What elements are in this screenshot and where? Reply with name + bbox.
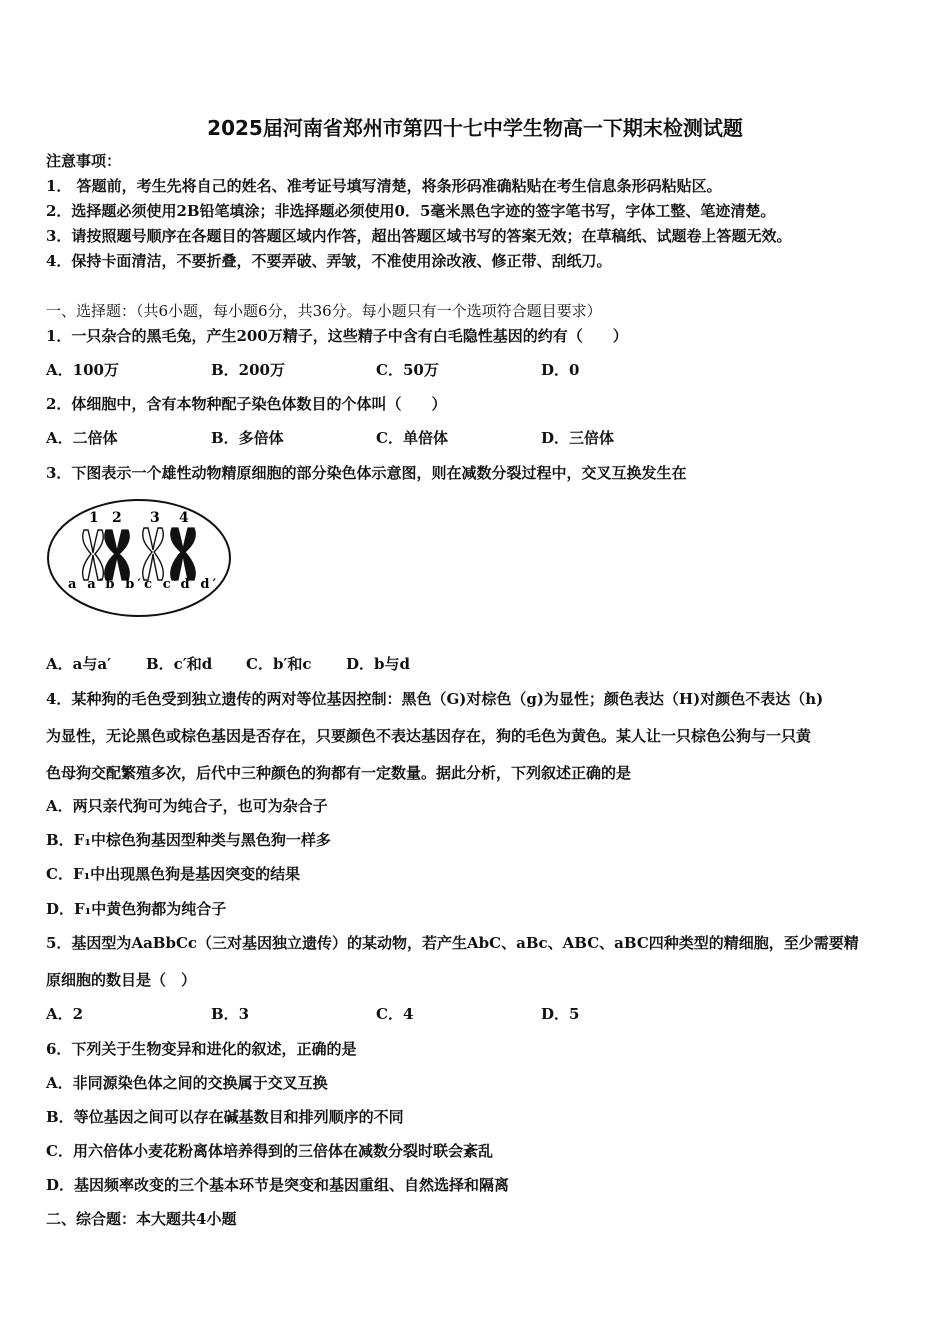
q5-options (46, 1004, 579, 1024)
q4-option-d[interactable]: D．F₁中黄色狗都为纯合子 (46, 900, 227, 918)
q2-options (46, 428, 614, 448)
q3-option-c[interactable]: C．b′和c (246, 655, 312, 673)
q6-stem: 6．下列关于生物变异和进化的叙述，正确的是 (46, 1040, 357, 1058)
chromosome-4 (171, 528, 196, 580)
q4-stem-line: 4．某种狗的毛色受到独立遗传的两对等位基因控制：黑色（G)对棕色（g)为显性；颜色表达（H)对颜色不表达（h) (46, 690, 824, 708)
q6-option-a[interactable]: A．非同源染色体之间的交换属于交叉互换 (46, 1074, 328, 1092)
q6-option-b[interactable]: B．等位基因之间可以存在碱基数目和排列顺序的不同 (46, 1108, 404, 1126)
q1-option-d[interactable]: D．0 (541, 361, 580, 379)
q4-option-a[interactable]: A．两只亲代狗可为纯合子，也可为杂合子 (46, 797, 328, 815)
q3-option-d[interactable]: D．b与d (346, 655, 410, 673)
q1-option-b[interactable]: B．200万 (211, 361, 285, 379)
q4-option-b[interactable]: B．F₁中棕色狗基因型种类与黑色狗一样多 (46, 831, 331, 849)
chromosome-number: 4 (179, 510, 189, 526)
q6-option-c[interactable]: C．用六倍体小麦花粉离体培养得到的三倍体在减数分裂时联会紊乱 (46, 1142, 493, 1160)
gene-labels: a a′b b′c c′d d′ (68, 577, 216, 592)
chromosome-figure (46, 492, 232, 620)
q6-option-d[interactable]: D．基因频率改变的三个基本环节是突变和基因重组、自然选择和隔离 (46, 1176, 510, 1194)
page-title: 2025届河南省郑州市第四十七中学生物高一下期末检测试题 (207, 116, 743, 140)
q3-option-b[interactable]: B．c′和d (146, 655, 213, 673)
q1-option-c[interactable]: C．50万 (376, 361, 439, 379)
q5-option-a[interactable]: A．2 (46, 1005, 84, 1023)
q4-stem-line: 为显性，无论黑色或棕色基因是否存在，只要颜色不表达基因存在，狗的毛色为黄色。某人让一只棕色公狗与一只黄 (46, 727, 812, 745)
q3-options (46, 654, 410, 674)
q2-option-c[interactable]: C．单倍体 (376, 429, 448, 447)
notice-item: 3．请按照题号顺序在各题目的答题区域内作答，超出答题区域书写的答案无效；在草稿纸、试题卷上答题无效。 (46, 227, 792, 245)
chromosome-number: 1 (89, 510, 99, 526)
q5-option-c[interactable]: C．4 (376, 1005, 414, 1023)
q2-stem: 2．体细胞中，含有本物种配子染色体数目的个体叫（ ） (46, 395, 447, 413)
notice-item: 4．保持卡面清洁，不要折叠，不要弄破、弄皱，不准使用涂改液、修正带、刮纸刀。 (46, 252, 612, 270)
q5-stem-line: 原细胞的数目是（ ） (46, 971, 197, 989)
q1-stem: 1．一只杂合的黑毛兔，产生200万精子，这些精子中含有白毛隐性基因的约有（ ） (46, 327, 628, 345)
q2-option-d[interactable]: D．三倍体 (541, 429, 615, 447)
notice-heading: 注意事项： (46, 152, 122, 170)
q1-option-a[interactable]: A．100万 (46, 361, 119, 379)
chromosome-number: 2 (112, 510, 122, 526)
q5-option-d[interactable]: D．5 (541, 1005, 580, 1023)
chromosome-3 (143, 528, 164, 580)
q4-option-c[interactable]: C．F₁中出现黑色狗是基因突变的结果 (46, 865, 301, 883)
chromosome-1 (83, 530, 104, 580)
q3-stem: 3．下图表示一个雄性动物精原细胞的部分染色体示意图，则在减数分裂过程中，交叉互换发生在 (46, 464, 687, 482)
section2-heading: 二、综合题：本大题共4小题 (46, 1210, 237, 1228)
q4-stem-line: 色母狗交配繁殖多次，后代中三种颜色的狗都有一定数量。据此分析，下列叙述正确的是 (46, 764, 632, 782)
cell-outline (48, 500, 230, 616)
chromosome-number: 3 (150, 510, 160, 526)
q5-option-b[interactable]: B．3 (211, 1005, 250, 1023)
q1-options (46, 360, 579, 380)
chromosome-2 (105, 530, 130, 580)
section1-heading: 一、选择题：（共6小题，每小题6分，共36分。每小题只有一个选项符合题目要求） (46, 302, 602, 320)
notice-item: 2．选择题必须使用2B铅笔填涂；非选择题必须使用0．5毫米黑色字迹的签字笔书写，字体工整、笔迹清楚。 (46, 202, 776, 220)
q2-option-a[interactable]: A．二倍体 (46, 429, 118, 447)
q5-stem-line: 5．基因型为AaBbCc（三对基因独立遗传）的某动物，若产生AbC、aBc、ABC、aBC四种类型的精细胞，至少需要精 (46, 934, 859, 952)
q3-option-a[interactable]: A．a与a′ (46, 655, 112, 673)
notice-item: 1． 答题前，考生先将自己的姓名、准考证号填写清楚，将条形码准确粘贴在考生信息条形码粘贴区。 (46, 177, 722, 195)
q2-option-b[interactable]: B．多倍体 (211, 429, 284, 447)
